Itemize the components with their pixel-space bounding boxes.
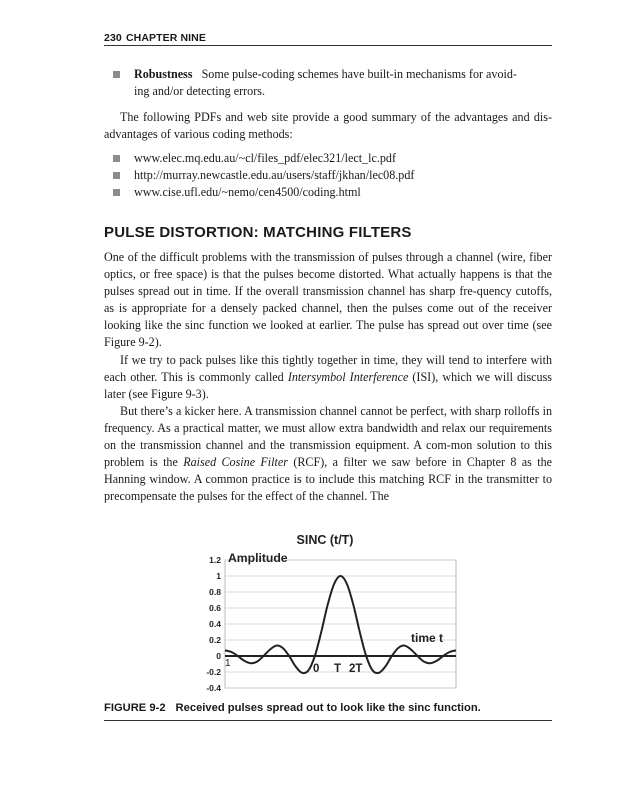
link-item[interactable] [104,184,552,201]
x-annotation: T [334,663,342,675]
y-tick-labels [206,555,221,693]
chart-title: SINC (t/T) [296,533,354,547]
y-tick-label: -0.2 [206,667,221,677]
rcf-term: Raised Cosine Filter [183,455,288,470]
paragraph-1: One of the difficult problems with the transmission of pulses through a channel (wire, fiber optics, or free space) is that the pulses become distorted. What actually happens is that the pulses spread out in time. If the overall transmission channel has sharp fre-quency cutoffs, as is appropriate for a densely packed channel, then the pulses come out of the receiver looking like the sinc function we looked at earlier. The pulse has spread out over time (see Figure 9-2). [104,250,552,350]
bullet-square-icon [113,71,120,78]
robustness-bullet [104,66,552,100]
sinc-chart [104,522,552,694]
y-tick-label: -0.4 [206,683,221,693]
y-tick-label: 0.2 [209,635,221,645]
paragraph-2: If we try to pack pulses like this tightly together in time, they will tend to interfere with each other. This is commonly called Intersymbol Interference (ISI), which we will discuss later (see Figure 9-3). [104,352,552,401]
sinc-series-line [225,576,456,673]
figure-caption-text: Received pulses spread out to look like the sinc function. [175,702,481,714]
intro-paragraph [104,109,552,143]
robustness-text-cont: ing and/or detecting errors. [134,84,265,99]
x-annotation: 1 [225,658,231,669]
robustness-term: Robustness [134,67,193,81]
intro-text: The following PDFs and web site provide a good summary of the advantages and dis-advantages of various coding methods: [104,110,552,142]
link-text[interactable]: www.cise.ufl.edu/~nemo/cen4500/coding.html [134,185,361,199]
figure-number: FIGURE 9-2 [104,702,166,714]
bullet-square-icon [113,155,120,162]
y-axis-label: Amplitude [228,551,288,565]
y-tick-label: 0.6 [209,603,221,613]
robustness-text: Some pulse-coding schemes have built-in mechanisms for avoid- [201,67,517,81]
page-number: 230 [104,32,122,44]
link-item[interactable] [104,150,552,167]
body-text [104,249,552,505]
y-tick-label: 0 [216,651,221,661]
y-tick-label: 1.2 [209,555,221,565]
figure-caption [104,702,552,721]
chapter-title: CHAPTER NINE [126,32,206,44]
section-heading: PULSE DISTORTION: MATCHING FILTERS [104,224,412,241]
y-tick-label: 0.8 [209,587,221,597]
paragraph-3: But there’s a kicker here. A transmission channel cannot be perfect, with sharp rolloffs in frequency. As a practical matter, we must allow extra bandwidth and relax our requirements on the transmission channel and the transmission equipment. A com-mon solution to this problem is the Raised Cosine Filter (RCF), a filter we saw before in Chapter 8 as the Hanning window. A common practice is to include this matching RCF in the transmitter to precompensate the pulses for the effect of the channel. The [104,403,553,504]
running-head [104,31,552,46]
link-text[interactable]: www.elec.mq.edu.au/~cl/files_pdf/elec321/lect_lc.pdf [134,151,396,165]
link-text[interactable]: http://murray.newcastle.edu.au/users/staff/jkhan/lec08.pdf [134,168,415,182]
link-item[interactable] [104,167,552,184]
x-annotation: 0 [313,663,320,675]
y-tick-label: 0.4 [209,619,221,629]
bullet-square-icon [113,189,120,196]
bullet-square-icon [113,172,120,179]
isi-term: Intersymbol Interference [287,369,409,384]
x-axis-label: time t [411,631,444,645]
x-annotation: 2T [349,663,363,675]
y-tick-label: 1 [216,571,221,581]
